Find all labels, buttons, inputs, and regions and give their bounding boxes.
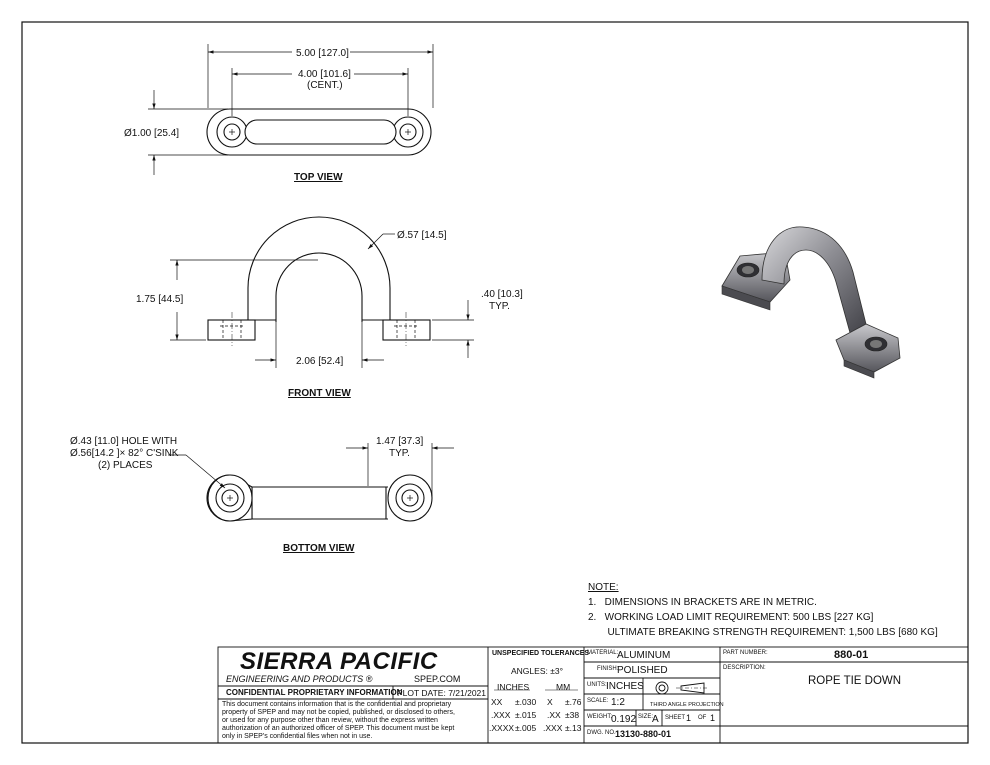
finish-label: FINISH: [597,666,619,672]
confidential-line-2: property of SPEP and may not be copied, published, or disclosed to others, [222,709,455,716]
weight-value: 0.192 [611,714,637,725]
note-item-3: ULTIMATE BREAKING STRENGTH REQUIREMENT: 1,500 LBS [680 KG] [588,627,938,638]
projection-label: THIRD ANGLE PROJECTION [650,702,724,708]
confidential-line-3: or used for any purpose other than review, without the express written [222,717,438,724]
description-value: ROPE TIE DOWN [808,675,902,687]
confidential-line-4: authorization of an authorized officer of SPEP. This document must be kept [222,725,455,732]
company-subtitle: ENGINEERING AND PRODUCTS ® [226,674,373,684]
bottom-hole-line3: (2) PLACES [98,460,153,471]
notes-heading: NOTE: [588,582,619,593]
bottom-dim-tab-note: TYP. [389,448,410,459]
finish-value: POLISHED [617,665,668,676]
tol-row-3-mm-key: .XXX [543,723,563,733]
tol-row-1-mm-key: X [547,697,553,707]
company-name: SIERRA PACIFIC [240,648,438,675]
company-website: SPEP.COM [414,674,461,684]
tol-row-3-in-val: ±.005 [515,723,537,733]
size-label: SIZE: [638,714,654,720]
units-label: UNITS: [587,682,607,688]
tol-row-1-in-key: XX [491,697,503,707]
tol-row-1-mm-val: ±.76 [565,697,582,707]
front-dim-span: 2.06 [52.4] [296,356,344,367]
confidential-heading: CONFIDENTIAL PROPRIETARY INFORMATION [226,688,403,697]
isometric-view [722,227,900,378]
front-dim-rod: Ø.57 [14.5] [397,230,447,241]
scale-label: SCALE: [587,698,609,704]
front-dim-thick: .40 [10.3] [481,289,523,300]
part-number-label: PART NUMBER: [723,650,768,656]
top-dim-overall: 5.00 [127.0] [296,48,349,59]
material-label: MATERIAL: [587,650,619,656]
scale-value: 1:2 [611,697,625,708]
front-view-title: FRONT VIEW [288,388,351,399]
sheet-value: 1 [686,713,692,723]
bottom-dim-tab: 1.47 [37.3] [376,436,424,447]
units-value: INCHES [606,681,644,692]
of-label: OF [698,715,707,721]
tol-row-3-in-key: .XXXX [489,723,515,733]
tol-row-1-in-val: ±.030 [515,697,537,707]
bottom-hole-line1: Ø.43 [11.0] HOLE WITH [70,436,178,447]
front-dim-thick-note: TYP. [489,301,510,312]
top-dim-width: Ø1.00 [25.4] [124,128,180,139]
note-item-1: 1. DIMENSIONS IN BRACKETS ARE IN METRIC. [588,597,817,608]
tol-row-2-mm-val: ±38 [565,710,580,720]
part-number-value: 880-01 [834,649,869,661]
tolerances-heading: UNSPECIFIED TOLERANCES [492,650,590,657]
note-item-2: 2. WORKING LOAD LIMIT REQUIREMENT: 500 LBS [227 KG] [588,612,874,623]
top-dim-centers-note: (CENT.) [307,80,343,91]
confidential-line-1: This document contains information that is the confidential and proprietary [222,701,452,708]
top-view [148,44,433,175]
front-dim-height: 1.75 [44.5] [136,294,184,305]
material-value: ALUMINUM [617,650,671,661]
size-value: A [652,714,659,725]
confidential-line-5: only in SPEP's confidential files when not in use. [222,733,373,740]
dwg-label: DWG. NO. [587,730,616,736]
tol-row-2-in-val: ±.015 [515,710,537,720]
sheet-label: SHEET [665,715,686,721]
tol-row-2-mm-key: .XX [547,710,561,720]
top-view-title: TOP VIEW [294,172,343,183]
bottom-view [168,443,454,521]
plot-date: PLOT DATE: 7/21/2021 [397,688,487,698]
sheet-total: 1 [710,713,716,723]
tolerances-angles: ANGLES: ±3° [511,666,564,676]
weight-label: WEIGHT: [587,714,612,720]
description-label: DESCRIPTION: [723,665,766,671]
tol-row-2-in-key: .XXX [491,710,511,720]
bottom-hole-line2: Ø.56[14.2 ]× 82° C'SINK [70,448,179,459]
registered-mark: ® [365,674,373,684]
projection-symbol-icon [654,681,710,695]
tolerances-mm-header: MM [556,682,571,692]
tol-row-3-mm-val: ±.13 [565,723,582,733]
bottom-view-title: BOTTOM VIEW [283,543,355,554]
tolerances-inches-header: INCHES [497,682,530,692]
top-dim-centers: 4.00 [101.6] [298,69,351,80]
dwg-number: 13130-880-01 [615,729,672,739]
